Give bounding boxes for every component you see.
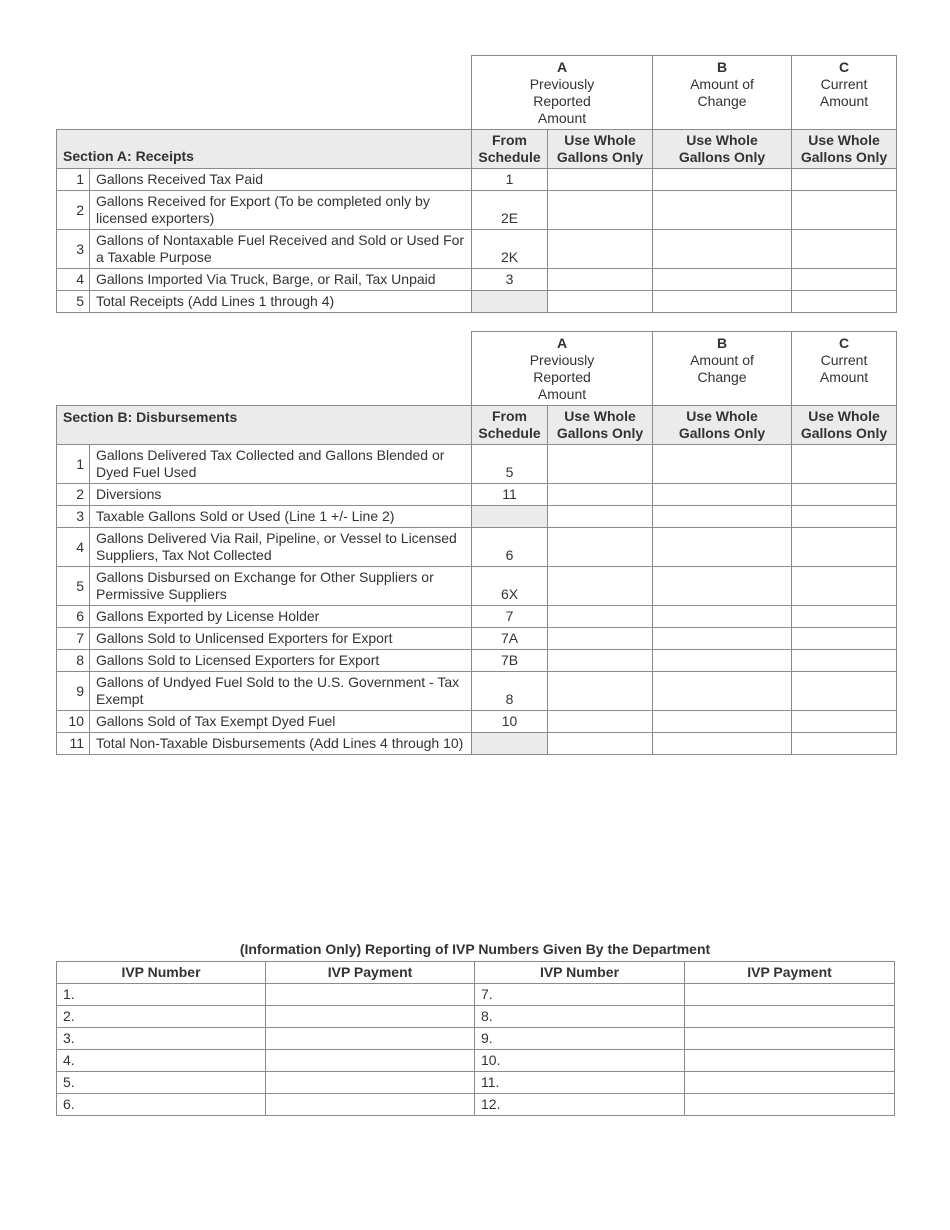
table-row bbox=[57, 628, 897, 650]
table-row bbox=[57, 733, 897, 755]
table-row bbox=[57, 1050, 895, 1072]
amount-a-input[interactable] bbox=[548, 506, 653, 528]
table-row bbox=[57, 672, 897, 711]
amount-a-input[interactable] bbox=[548, 291, 653, 313]
amount-b-input[interactable] bbox=[653, 291, 792, 313]
ivp-payment-cell[interactable] bbox=[266, 1028, 475, 1050]
amount-b-input[interactable] bbox=[653, 567, 792, 606]
line-description: Diversions bbox=[90, 484, 472, 506]
col-b-subheader: Use Whole Gallons Only bbox=[653, 130, 792, 169]
line-number: 10 bbox=[57, 711, 90, 733]
ivp-number-cell[interactable]: 3. bbox=[57, 1028, 266, 1050]
amount-b-input[interactable] bbox=[653, 606, 792, 628]
amount-a-input[interactable] bbox=[548, 567, 653, 606]
ivp-payment-cell[interactable] bbox=[685, 1094, 895, 1116]
column-c-header: C Current Amount bbox=[792, 332, 897, 406]
table-row bbox=[57, 1006, 895, 1028]
amount-b-input[interactable] bbox=[653, 506, 792, 528]
ivp-payment-cell[interactable] bbox=[685, 984, 895, 1006]
table-row bbox=[57, 269, 897, 291]
amount-c-input[interactable] bbox=[792, 506, 897, 528]
amount-c-input[interactable] bbox=[792, 291, 897, 313]
schedule-code-shaded bbox=[472, 506, 548, 528]
schedule-code: 8 bbox=[472, 672, 548, 711]
ivp-table-title: (Information Only) Reporting of IVP Numbers Given By the Department bbox=[239, 941, 711, 957]
schedule-code: 5 bbox=[472, 445, 548, 484]
amount-a-input[interactable] bbox=[548, 528, 653, 567]
line-number: 2 bbox=[57, 484, 90, 506]
ivp-number-cell[interactable]: 6. bbox=[57, 1094, 266, 1116]
ivp-number-cell[interactable]: 4. bbox=[57, 1050, 266, 1072]
ivp-payment-cell[interactable] bbox=[266, 1050, 475, 1072]
amount-c-input[interactable] bbox=[792, 672, 897, 711]
column-a-header: A Previously Reported Amount bbox=[472, 332, 653, 406]
line-description: Total Receipts (Add Lines 1 through 4) bbox=[90, 291, 472, 313]
line-description: Gallons of Nontaxable Fuel Received and Sold or Used For a Taxable Purpose bbox=[90, 230, 472, 269]
section-b-disbursements-table bbox=[56, 331, 897, 755]
line-number: 3 bbox=[57, 506, 90, 528]
header-spacer bbox=[57, 56, 472, 130]
ivp-payment-cell[interactable] bbox=[266, 1006, 475, 1028]
line-description: Gallons Sold of Tax Exempt Dyed Fuel bbox=[90, 711, 472, 733]
amount-a-input[interactable] bbox=[548, 191, 653, 230]
schedule-code: 7A bbox=[472, 628, 548, 650]
line-number: 2 bbox=[57, 191, 90, 230]
schedule-code: 3 bbox=[472, 269, 548, 291]
amount-c-input[interactable] bbox=[792, 191, 897, 230]
amount-b-input[interactable] bbox=[653, 528, 792, 567]
amount-c-input[interactable] bbox=[792, 269, 897, 291]
amount-a-input[interactable] bbox=[548, 606, 653, 628]
line-description: Gallons Sold to Unlicensed Exporters for Export bbox=[90, 628, 472, 650]
ivp-number-cell[interactable]: 11. bbox=[475, 1072, 685, 1094]
line-description: Gallons Imported Via Truck, Barge, or Rail, Tax Unpaid bbox=[90, 269, 472, 291]
amount-c-input[interactable] bbox=[792, 650, 897, 672]
column-b-header: B Amount of Change bbox=[653, 56, 792, 130]
amount-c-input[interactable] bbox=[792, 484, 897, 506]
col-c-subheader: Use Whole Gallons Only bbox=[792, 406, 897, 445]
from-schedule-header: From Schedule bbox=[472, 406, 548, 445]
ivp-number-cell[interactable]: 2. bbox=[57, 1006, 266, 1028]
amount-a-input[interactable] bbox=[548, 269, 653, 291]
amount-c-input[interactable] bbox=[792, 628, 897, 650]
schedule-code: 1 bbox=[472, 169, 548, 191]
amount-a-input[interactable] bbox=[548, 733, 653, 755]
table-row bbox=[57, 484, 897, 506]
ivp-number-cell[interactable]: 7. bbox=[475, 984, 685, 1006]
line-number: 8 bbox=[57, 650, 90, 672]
ivp-number-header: IVP Number bbox=[57, 962, 266, 984]
ivp-payment-cell[interactable] bbox=[685, 1028, 895, 1050]
ivp-number-cell[interactable]: 5. bbox=[57, 1072, 266, 1094]
header-spacer bbox=[57, 332, 472, 406]
amount-b-input[interactable] bbox=[653, 191, 792, 230]
line-number: 9 bbox=[57, 672, 90, 711]
table-row bbox=[57, 506, 897, 528]
amount-b-input[interactable] bbox=[653, 269, 792, 291]
line-description: Taxable Gallons Sold or Used (Line 1 +/- Line 2) bbox=[90, 506, 472, 528]
ivp-payment-cell[interactable] bbox=[685, 1050, 895, 1072]
col-b-subheader: Use Whole Gallons Only bbox=[653, 406, 792, 445]
table-row bbox=[57, 984, 895, 1006]
amount-b-input[interactable] bbox=[653, 230, 792, 269]
amount-b-input[interactable] bbox=[653, 650, 792, 672]
table-row bbox=[57, 650, 897, 672]
column-b-header: B Amount of Change bbox=[653, 332, 792, 406]
amount-c-input[interactable] bbox=[792, 528, 897, 567]
line-number: 5 bbox=[57, 291, 90, 313]
line-description: Gallons Disbursed on Exchange for Other Suppliers or Permissive Suppliers bbox=[90, 567, 472, 606]
line-number: 1 bbox=[57, 169, 90, 191]
section-a-title: Section A: Receipts bbox=[57, 130, 472, 169]
amount-b-input[interactable] bbox=[653, 169, 792, 191]
ivp-payment-cell[interactable] bbox=[685, 1072, 895, 1094]
ivp-payment-header: IVP Payment bbox=[685, 962, 895, 984]
line-number: 4 bbox=[57, 269, 90, 291]
ivp-payment-cell[interactable] bbox=[266, 984, 475, 1006]
schedule-code: 11 bbox=[472, 484, 548, 506]
ivp-number-cell[interactable]: 10. bbox=[475, 1050, 685, 1072]
amount-b-input[interactable] bbox=[653, 733, 792, 755]
amount-a-input[interactable] bbox=[548, 169, 653, 191]
line-number: 6 bbox=[57, 606, 90, 628]
ivp-payment-header: IVP Payment bbox=[266, 962, 475, 984]
table-row bbox=[57, 191, 897, 230]
amount-b-input[interactable] bbox=[653, 711, 792, 733]
amount-c-input[interactable] bbox=[792, 445, 897, 484]
amount-c-input[interactable] bbox=[792, 606, 897, 628]
line-description: Gallons Delivered Via Rail, Pipeline, or Vessel to Licensed Suppliers, Tax Not Collected bbox=[90, 528, 472, 567]
table-row bbox=[57, 291, 897, 313]
line-description: Gallons Received for Export (To be completed only by licensed exporters) bbox=[90, 191, 472, 230]
amount-a-input[interactable] bbox=[548, 672, 653, 711]
ivp-table bbox=[56, 961, 895, 1116]
column-a-header: A Previously Reported Amount bbox=[472, 56, 653, 130]
table-row bbox=[57, 230, 897, 269]
ivp-payment-cell[interactable] bbox=[685, 1006, 895, 1028]
amount-c-input[interactable] bbox=[792, 711, 897, 733]
amount-c-input[interactable] bbox=[792, 169, 897, 191]
ivp-number-header: IVP Number bbox=[475, 962, 685, 984]
amount-c-input[interactable] bbox=[792, 567, 897, 606]
amount-a-input[interactable] bbox=[548, 628, 653, 650]
schedule-code: 7 bbox=[472, 606, 548, 628]
amount-b-input[interactable] bbox=[653, 672, 792, 711]
schedule-code: 2K bbox=[472, 230, 548, 269]
line-number: 3 bbox=[57, 230, 90, 269]
amount-a-input[interactable] bbox=[548, 650, 653, 672]
line-description: Gallons Exported by License Holder bbox=[90, 606, 472, 628]
line-number: 11 bbox=[57, 733, 90, 755]
amount-b-input[interactable] bbox=[653, 445, 792, 484]
amount-a-input[interactable] bbox=[548, 711, 653, 733]
line-description: Gallons Delivered Tax Collected and Gallons Blended or Dyed Fuel Used bbox=[90, 445, 472, 484]
ivp-payment-cell[interactable] bbox=[266, 1094, 475, 1116]
amount-c-input[interactable] bbox=[792, 230, 897, 269]
from-schedule-header: From Schedule bbox=[472, 130, 548, 169]
col-a-subheader: Use Whole Gallons Only bbox=[548, 406, 653, 445]
amount-a-input[interactable] bbox=[548, 445, 653, 484]
schedule-code: 2E bbox=[472, 191, 548, 230]
line-number: 4 bbox=[57, 528, 90, 567]
line-description: Gallons of Undyed Fuel Sold to the U.S. Government - Tax Exempt bbox=[90, 672, 472, 711]
ivp-payment-cell[interactable] bbox=[266, 1072, 475, 1094]
line-number: 7 bbox=[57, 628, 90, 650]
schedule-code: 7B bbox=[472, 650, 548, 672]
section-a-receipts-table bbox=[56, 55, 897, 313]
schedule-code-shaded bbox=[472, 291, 548, 313]
line-description: Gallons Sold to Licensed Exporters for Export bbox=[90, 650, 472, 672]
schedule-code: 6 bbox=[472, 528, 548, 567]
ivp-number-cell[interactable]: 1. bbox=[57, 984, 266, 1006]
ivp-number-cell[interactable]: 12. bbox=[475, 1094, 685, 1116]
amount-a-input[interactable] bbox=[548, 484, 653, 506]
section-b-title: Section B: Disbursements bbox=[57, 406, 472, 445]
ivp-number-cell[interactable]: 8. bbox=[475, 1006, 685, 1028]
table-row bbox=[57, 1094, 895, 1116]
column-c-header: C Current Amount bbox=[792, 56, 897, 130]
col-c-subheader: Use Whole Gallons Only bbox=[792, 130, 897, 169]
amount-b-input[interactable] bbox=[653, 484, 792, 506]
amount-a-input[interactable] bbox=[548, 230, 653, 269]
ivp-number-cell[interactable]: 9. bbox=[475, 1028, 685, 1050]
table-row bbox=[57, 1028, 895, 1050]
schedule-code: 6X bbox=[472, 567, 548, 606]
amount-c-input[interactable] bbox=[792, 733, 897, 755]
amount-b-input[interactable] bbox=[653, 628, 792, 650]
line-description: Gallons Received Tax Paid bbox=[90, 169, 472, 191]
table-row bbox=[57, 445, 897, 484]
line-number: 5 bbox=[57, 567, 90, 606]
table-row bbox=[57, 528, 897, 567]
line-number: 1 bbox=[57, 445, 90, 484]
table-row bbox=[57, 1072, 895, 1094]
schedule-code: 10 bbox=[472, 711, 548, 733]
table-row bbox=[57, 606, 897, 628]
schedule-code-shaded bbox=[472, 733, 548, 755]
table-row bbox=[57, 711, 897, 733]
table-row bbox=[57, 169, 897, 191]
table-row bbox=[57, 567, 897, 606]
col-a-subheader: Use Whole Gallons Only bbox=[548, 130, 653, 169]
line-description: Total Non-Taxable Disbursements (Add Lines 4 through 10) bbox=[90, 733, 472, 755]
